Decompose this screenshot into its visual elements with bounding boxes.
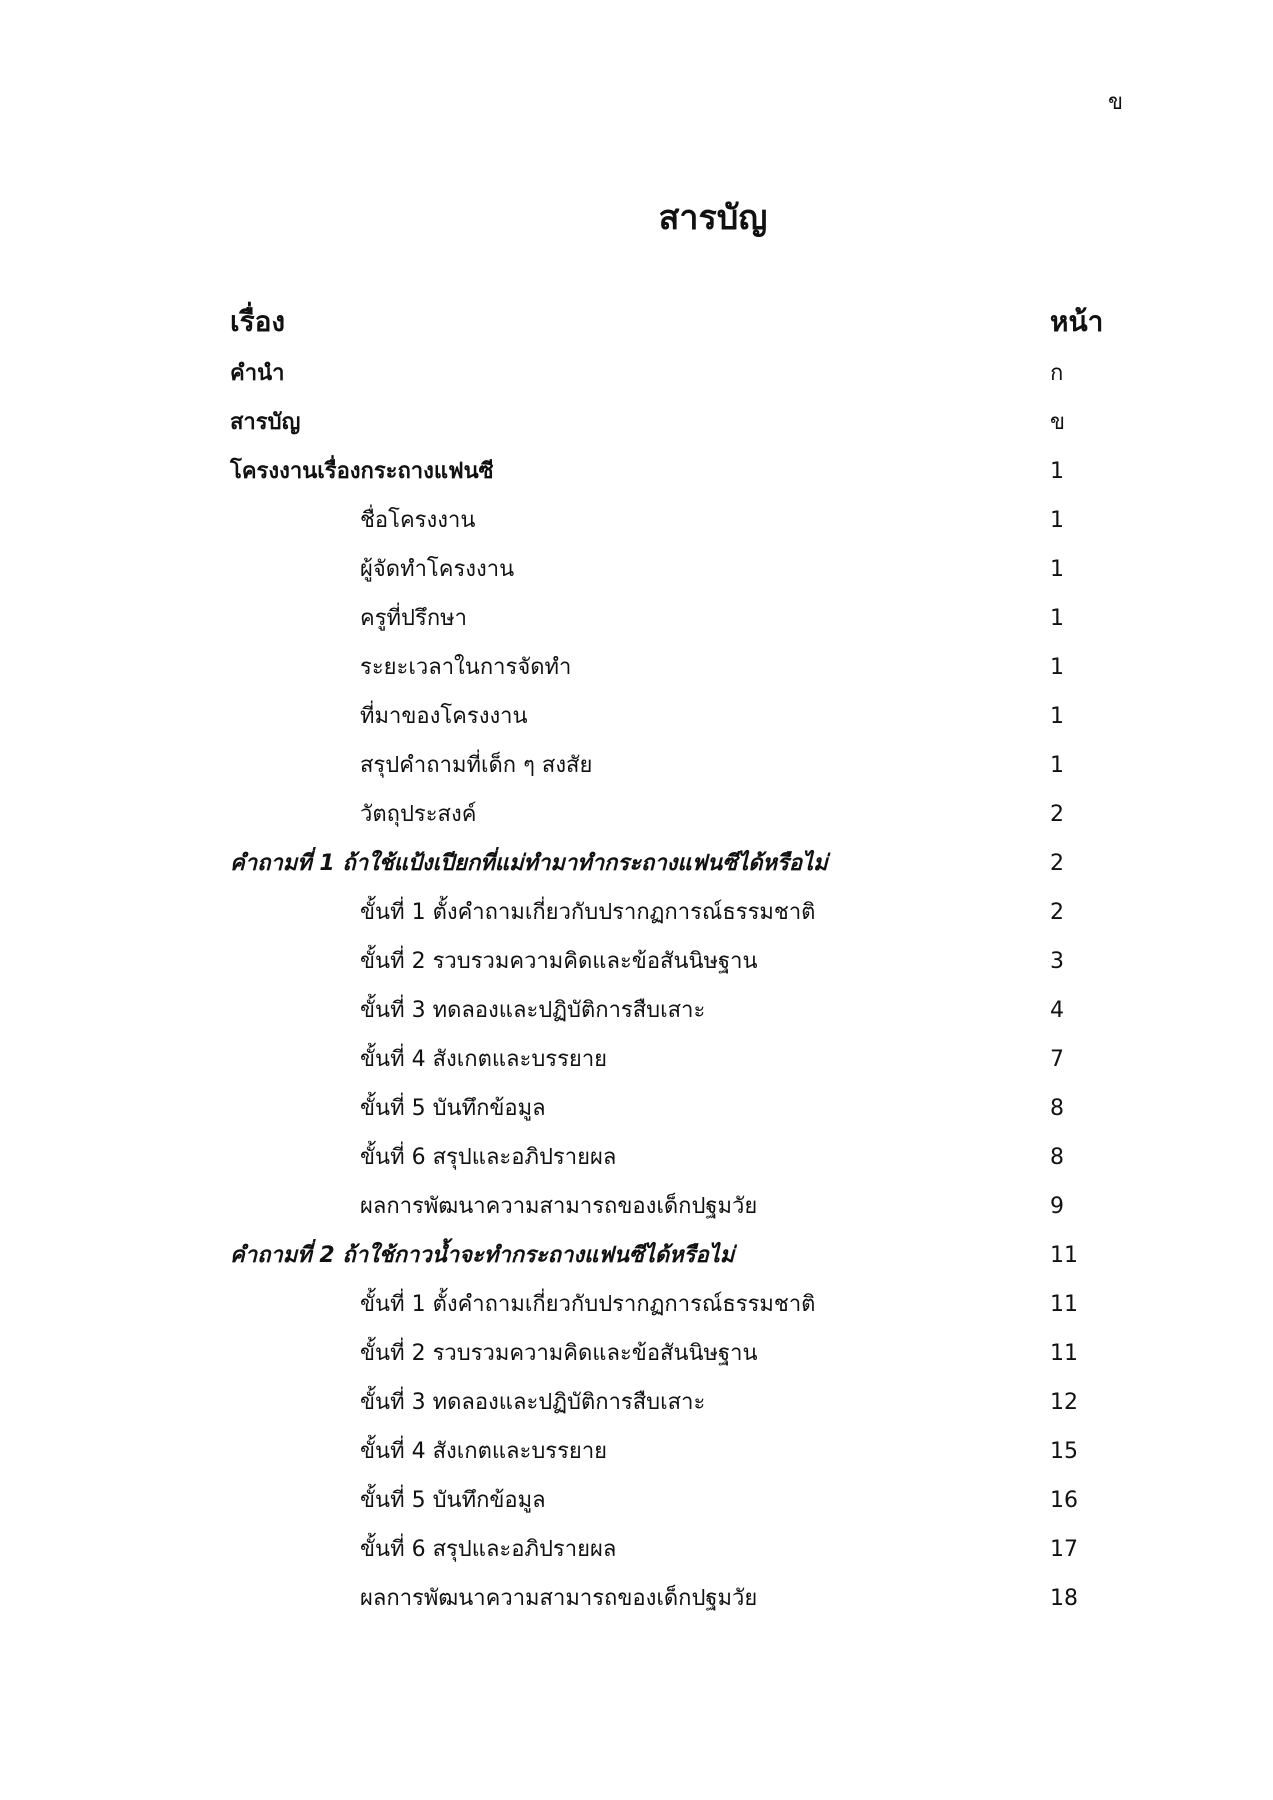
toc-entry-page: 3 [1050,949,1064,974]
toc-topic-heading: เรื่อง [230,305,286,338]
toc-entry-page: 11 [1050,1341,1078,1366]
toc-entry-page: 2 [1050,802,1064,827]
toc-entry-page: 11 [1050,1243,1078,1268]
toc-entry [230,1185,1130,1229]
toc-entry-page: 1 [1050,655,1064,680]
toc-entry-page: 2 [1050,900,1064,925]
toc-entry-page: ก [1050,361,1064,386]
toc-entry-label: ขั้นที่ 5 บันทึกข้อมูล [360,1488,546,1513]
toc-entry [230,1234,1130,1278]
toc-entry-label: ขั้นที่ 4 สังเกตและบรรยาย [360,1439,608,1464]
toc-entry-label: คำถามที่ 2 ถ้าใช้กาวน้ำจะทำกระถางแฟนซีได้หรือไม่ [230,1243,735,1268]
toc-entry [230,1577,1130,1621]
toc-header [230,300,1130,350]
toc-entry-page: 1 [1050,459,1064,484]
toc-entry-label: ผลการพัฒนาความสามารถของเด็กปฐมวัย [360,1194,758,1219]
toc-entry [230,1283,1130,1327]
toc-entry-page: 12 [1050,1390,1078,1415]
toc-entry [230,646,1130,690]
toc-entry-label: ชื่อโครงงาน [360,508,476,533]
toc-entry-label: คำนำ [230,361,285,386]
toc-entry-label: ขั้นที่ 3 ทดลองและปฏิบัติการสืบเสาะ [360,998,706,1023]
toc-entry-page: 1 [1050,753,1064,778]
toc-entry-label: คำถามที่ 1 ถ้าใช้แป้งเปียกที่แม่ทำมาทำกระถางแฟนซีได้หรือไม่ [230,851,828,876]
toc-entry-label: สรุปคำถามที่เด็ก ๆ สงสัย [360,753,593,778]
toc-entry [230,793,1130,837]
toc-entry-label: สารบัญ [230,410,301,435]
toc-entry-page: 7 [1050,1047,1064,1072]
toc-entry [230,1381,1130,1425]
toc-entry-label: ขั้นที่ 6 สรุปและอภิปรายผล [360,1537,617,1562]
toc-entry-page: 1 [1050,606,1064,631]
page-title: สารบัญ [658,198,768,238]
toc-entry [230,1528,1130,1572]
toc-entry [230,548,1130,592]
toc-entry-label: ขั้นที่ 5 บันทึกข้อมูล [360,1096,546,1121]
toc-entry-page: 15 [1050,1439,1078,1464]
toc-entry [230,1479,1130,1523]
toc-entry [230,891,1130,935]
toc-entry-label: ครูที่ปรึกษา [360,606,467,631]
toc-entry [230,842,1130,886]
toc-entry-page: 16 [1050,1488,1078,1513]
toc-entry-label: ผู้จัดทำโครงงาน [360,557,515,582]
toc-entry [230,1038,1130,1082]
toc-entry-label: ขั้นที่ 6 สรุปและอภิปรายผล [360,1145,617,1170]
toc-entry-label: ขั้นที่ 1 ตั้งคำถามเกี่ยวกับปรากฏการณ์ธรรมชาติ [360,900,816,925]
toc-entry [230,744,1130,788]
toc-entry-label: ระยะเวลาในการจัดทำ [360,655,572,680]
toc-entry [230,940,1130,984]
toc-entry-page: 9 [1050,1194,1064,1219]
toc-entry-page: 8 [1050,1145,1064,1170]
toc-entry [230,499,1130,543]
toc-entry [230,597,1130,641]
toc-entry [230,1430,1130,1474]
toc-entry-page: 4 [1050,998,1064,1023]
toc-entry-label: ขั้นที่ 3 ทดลองและปฏิบัติการสืบเสาะ [360,1390,706,1415]
toc-entry-page: 11 [1050,1292,1078,1317]
toc-entry [230,1332,1130,1376]
toc-entry-page: 1 [1050,557,1064,582]
toc-entry [230,401,1130,445]
toc-entry-page: ข [1050,410,1066,435]
toc-entry-page: 1 [1050,508,1064,533]
toc-entry-label: ที่มาของโครงงาน [360,704,528,729]
toc-entry-page: 17 [1050,1537,1078,1562]
toc-entry-page: 8 [1050,1096,1064,1121]
toc-entry [230,695,1130,739]
toc-entry-page: 18 [1050,1586,1078,1611]
toc-entry-label: วัตถุประสงค์ [360,802,477,827]
toc-entry [230,989,1130,1033]
table-of-contents [230,0,1130,1800]
toc-entry [230,1087,1130,1131]
toc-entry [230,450,1130,494]
toc-entry-label: ขั้นที่ 4 สังเกตและบรรยาย [360,1047,608,1072]
toc-entry [230,352,1130,396]
toc-entry-label: ขั้นที่ 2 รวบรวมความคิดและข้อสันนิษฐาน [360,949,758,974]
toc-entry-label: ผลการพัฒนาความสามารถของเด็กปฐมวัย [360,1586,758,1611]
toc-page-heading: หน้า [1050,305,1104,338]
toc-entry-label: ขั้นที่ 1 ตั้งคำถามเกี่ยวกับปรากฏการณ์ธรรมชาติ [360,1292,816,1317]
page-number: ข [1108,90,1124,115]
toc-entry-label: ขั้นที่ 2 รวบรวมความคิดและข้อสันนิษฐาน [360,1341,758,1366]
toc-entry-page: 2 [1050,851,1064,876]
toc-entry-page: 1 [1050,704,1064,729]
toc-entry-label: โครงงานเรื่องกระถางแฟนซี [230,459,494,484]
toc-entry [230,1136,1130,1180]
